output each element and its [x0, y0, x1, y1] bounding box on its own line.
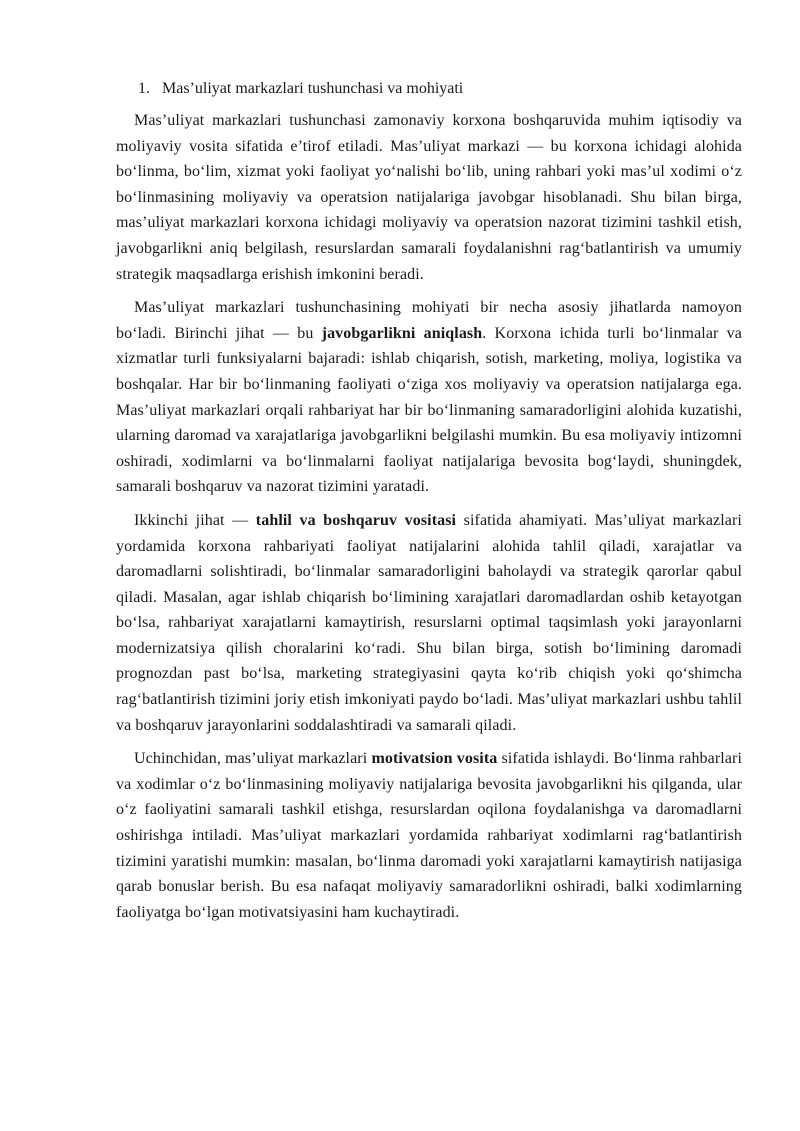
paragraph-2-text-end: . Korxona ichida turli bo‘linmalar va xizmatlar turli funksiyalarni bajaradi: ishlab chiqarish, sotish, marketing, moliya, logistika va boshqalar. Har bir bo‘linmaning faoliyati o‘ziga xos moliyaviy va operatsion natijalarga ega. Mas’uliyat markazlari orqali rahbariyat har bir bo‘linmaning samaradorligini alohida kuzatishi, ularning daromad va xarajatlariga javobgarlikni belgilashi mumkin. Bu esa moliyaviy intizomni oshiradi, xodimlarni va bo‘linmalarni faoliyat natijalariga bevosita bog‘laydi, shuningdek, samarali boshqaruv va nazorat tizimini yaratadi.: [116, 324, 742, 496]
paragraph-1: [116, 108, 742, 287]
paragraph-4-text-start: Uchinchidan, mas’uliyat markazlari: [134, 750, 372, 768]
paragraph-3-bold-term: tahlil va boshqaruv vositasi: [255, 511, 457, 529]
section-number: 1.: [138, 80, 150, 97]
paragraph-2-bold-term: javobgarlikni aniqlash: [321, 324, 483, 342]
paragraph-1-text: Mas’uliyat markazlari tushunchasi zamonaviy korxona boshqaruvida muhim iqtisodiy va moliyaviy vosita sifatida e’tirof etiladi. Mas’uliyat markazi — bu korxona ichidagi alohida bo‘linma, bo‘lim, xizmat yoki faoliyat yo‘nalishi bo‘lib, uning rahbari yoki mas’ul xodimi o‘z bo‘linmasining moliyaviy va operatsion natijalariga javobgar hisoblanadi. Shu bilan birga, mas’uliyat markazlari korxona ichidagi moliyaviy va operatsion nazorat tizimini tashkil etish, javobgarlikni aniq belgilash, resurslardan samarali foydalanishni rag‘batlantirish va umumiy strategik maqsadlarga erishish imkonini beradi.: [116, 112, 742, 283]
document-page: [116, 72, 742, 933]
paragraph-2: [116, 295, 742, 500]
paragraph-4-text-end: sifatida ishlaydi. Bo‘linma rahbarlari va xodimlar o‘z bo‘linmasining moliyaviy natijalariga bevosita javobgarlikni his qilganda, ular o‘z faoliyatini samarali tashkil etishga, resurslardan oqilona foydalanishga va daromadlarni oshirishga intiladi. Mas’uliyat markazlari yordamida rahbariyat xodimlarni rag‘batlantirish tizimini yaratishi mumkin: masalan, bo‘linma daromadi yoki xarajatlarni kamaytirish natijasiga qarab bonuslar berish. Bu esa nafaqat moliyaviy samaradorlikni oshiradi, balki xodimlarning faoliyatga bo‘lgan motivatsiyasini ham kuchaytiradi.: [116, 750, 742, 921]
paragraph-3-text-start: Ikkinchi jihat —: [134, 511, 256, 529]
paragraph-4: [116, 746, 742, 925]
section-heading: [116, 76, 742, 101]
paragraph-4-bold-term: motivatsion vosita: [371, 750, 498, 768]
paragraph-3: [116, 508, 742, 738]
paragraph-2-text-start: Mas’uliyat markazlari tushunchasining mohiyati bir necha asosiy jihatlarda namoyon bo‘ladi. Birinchi jihat — bu: [116, 299, 742, 342]
section-title: Mas’uliyat markazlari tushunchasi va mohiyati: [162, 80, 464, 97]
paragraph-3-text-end: sifatida ahamiyati. Mas’uliyat markazlari yordamida korxona rahbariyati faoliyat natijalarini alohida tahlil qiladi, xarajatlar va daromadlarni solishtiradi, bo‘linmalar samaradorligini baholaydi va strategik qarorlar qabul qiladi. Masalan, agar ishlab chiqarish bo‘limining xarajatlari daromadlardan oshib ketayotgan bo‘lsa, rahbariyat xarajatlarni kamaytirish, resurslarni optimal taqsimlash yoki jarayonlarni modernizatsiya qilish choralarini ko‘radi. Shu bilan birga, sotish bo‘limining daromadi prognozdan past bo‘lsa, marketing strategiyasini qayta ko‘rib chiqish yoki qo‘shimcha rag‘batlantirish tizimini joriy etish imkoniyati paydo bo‘ladi. Mas’uliyat markazlari ushbu tahlil va boshqaruv jarayonlarini soddalashtiradi va samarali qiladi.: [116, 511, 742, 734]
